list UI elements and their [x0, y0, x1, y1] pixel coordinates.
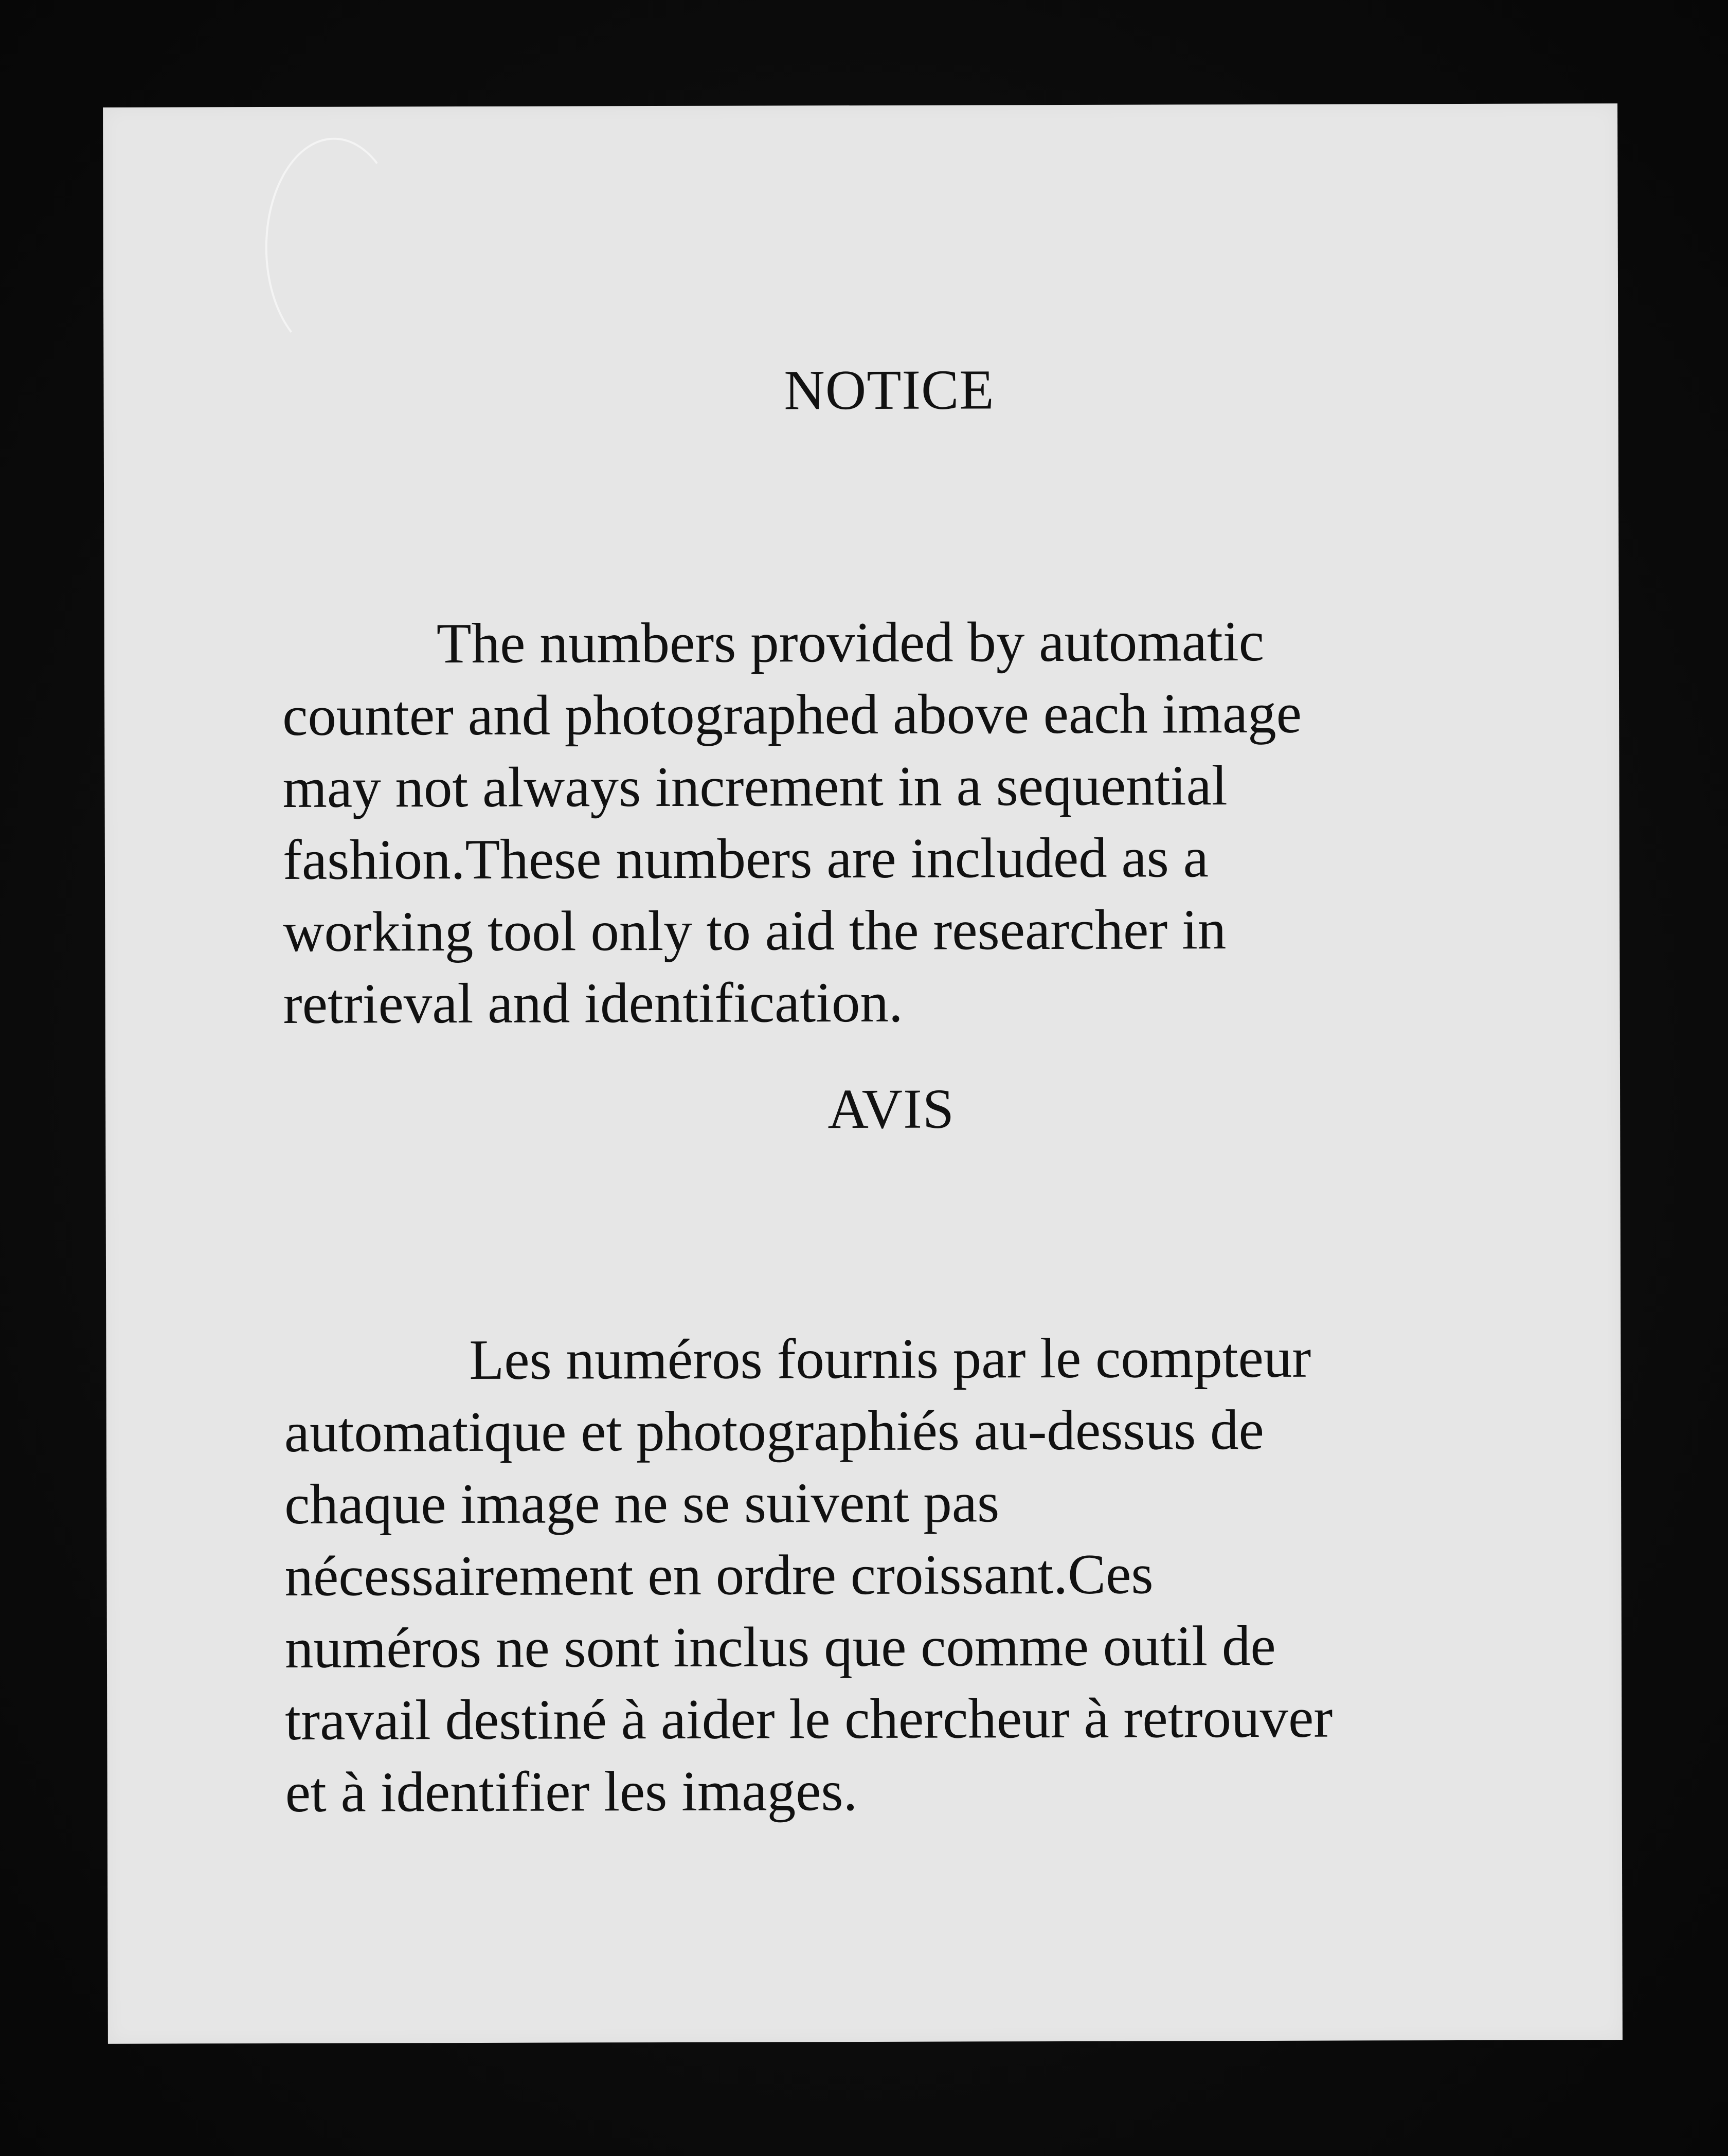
notice-line: working tool only to aid the researcher in — [283, 898, 1227, 964]
notice-heading: NOTICE — [784, 358, 995, 422]
notice-sheet — [103, 103, 1623, 2044]
notice-line: counter and photographed above each image — [282, 681, 1302, 748]
avis-line: nécessairement en ordre croissant.Ces — [284, 1542, 1154, 1608]
avis-paragraph — [284, 1321, 1571, 1829]
notice-line: fashion.These numbers are included as a — [282, 826, 1209, 892]
avis-line: numéros ne sont inclus que comme outil de — [284, 1614, 1276, 1680]
avis-line: chaque image ne se suivent pas — [284, 1471, 1000, 1536]
paper-scuff-mark — [265, 137, 403, 358]
notice-line: The numbers provided by automatic — [436, 609, 1265, 676]
notice-line: retrieval and identification. — [283, 971, 903, 1036]
avis-line: Les numéros fournis par le compteur — [469, 1326, 1311, 1392]
notice-paragraph — [282, 605, 1569, 1040]
avis-line: et à identifier les images. — [285, 1759, 858, 1824]
avis-line: automatique et photographiés au-dessus de — [284, 1398, 1264, 1464]
avis-line: travail destiné à aider le chercheur à retrouver — [285, 1686, 1333, 1752]
notice-line: may not always increment in a sequential — [282, 754, 1228, 820]
avis-heading: AVIS — [827, 1077, 955, 1141]
